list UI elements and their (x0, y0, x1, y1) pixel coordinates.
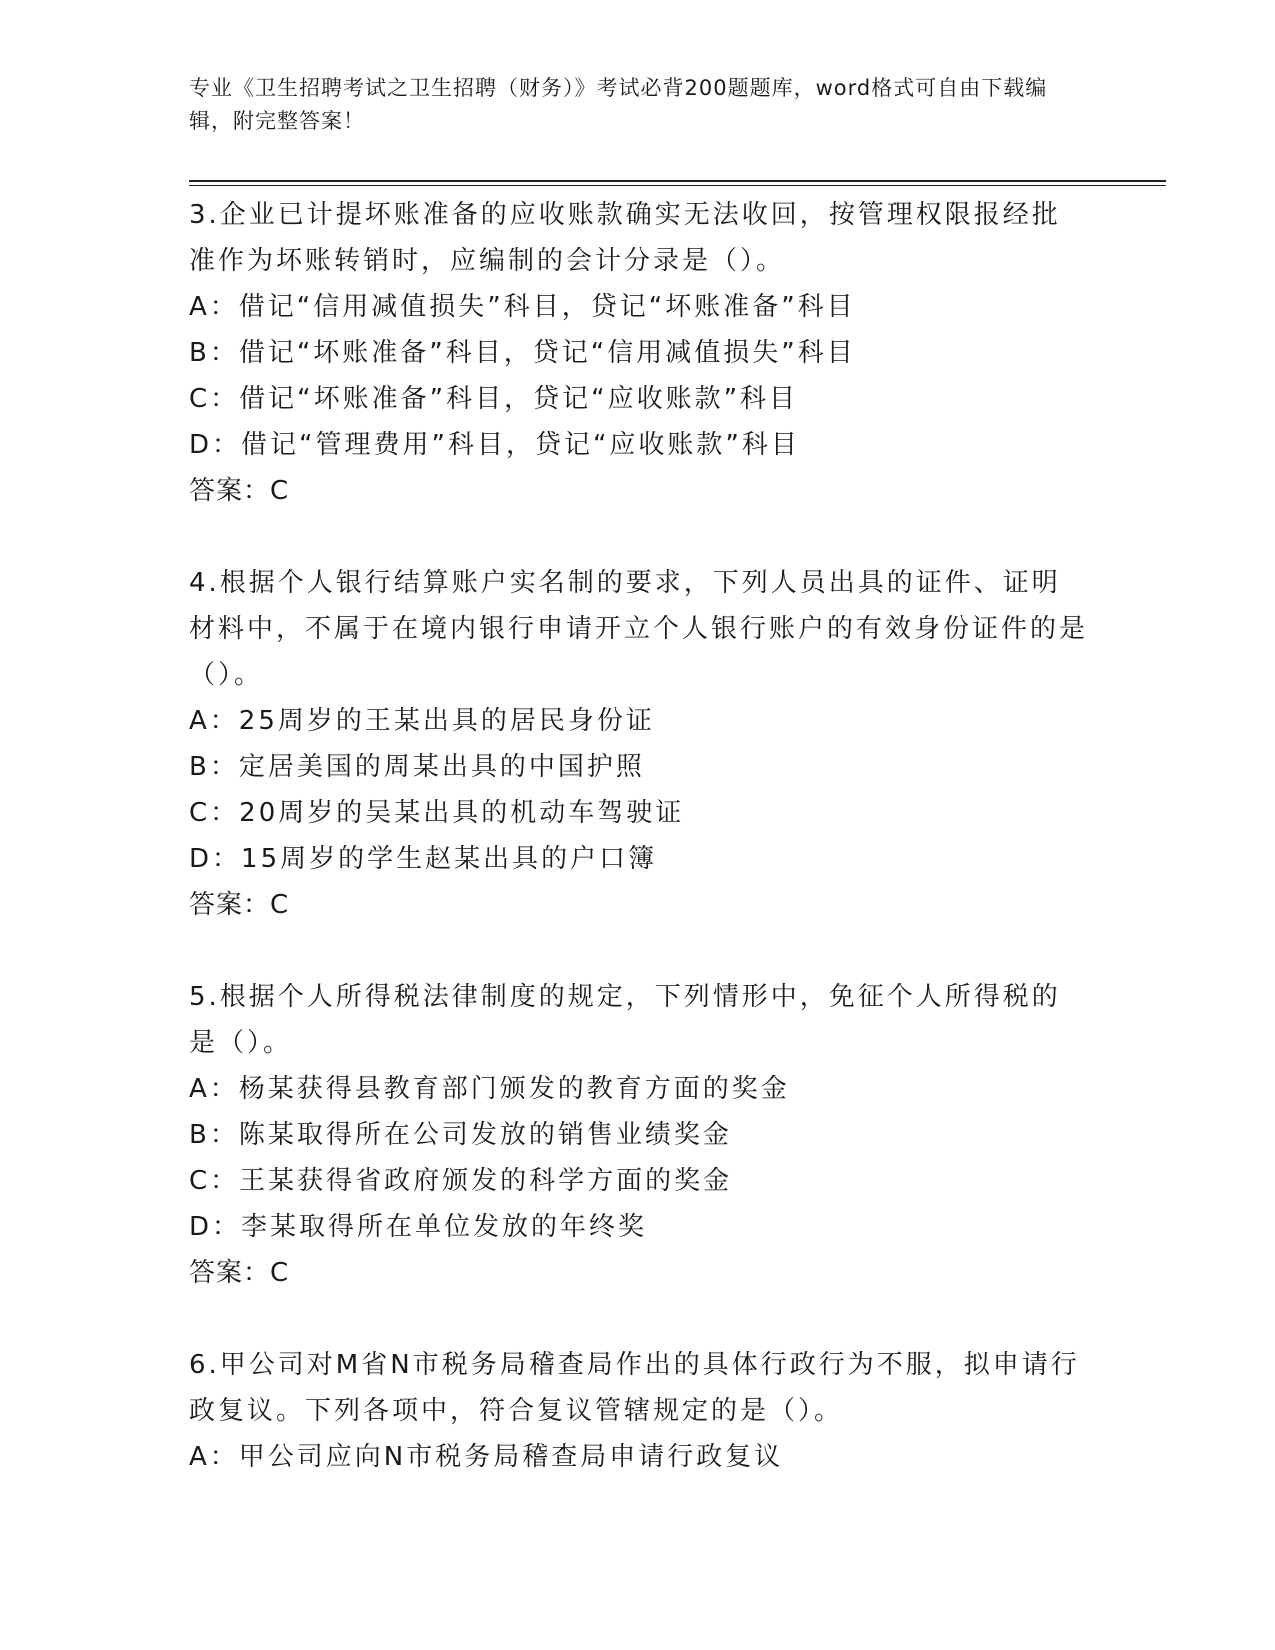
option-b: B：定居美国的周某出具的中国护照 (189, 752, 645, 782)
header-divider-thin (189, 185, 1166, 186)
option-d: D：15周岁的学生赵某出具的户口簿 (189, 844, 658, 874)
header-divider-thick (189, 180, 1166, 182)
option-c: C：王某获得省政府颁发的科学方面的奖金 (189, 1166, 733, 1196)
question-6 (189, 1342, 1089, 1480)
answer-text: 答案：C (189, 890, 290, 920)
answer-text: 答案：C (189, 476, 290, 506)
question-list (189, 192, 1089, 1526)
question-stem: 4.根据个人银行结算账户实名制的要求，下列人员出具的证件、证明材料中，不属于在境内银行申请开立个人银行账户的有效身份证件的是（）。 (189, 568, 1089, 690)
option-b: B：借记“坏账准备”科目，贷记“信用减值损失”科目 (189, 338, 856, 368)
option-d: D：借记“管理费用”科目，贷记“应收账款”科目 (189, 430, 800, 460)
question-3 (189, 192, 1089, 514)
document-header (189, 72, 1069, 138)
option-a: A：甲公司应向N市税务局稽查局申请行政复议 (189, 1442, 784, 1472)
option-b: B：陈某取得所在公司发放的销售业绩奖金 (189, 1120, 732, 1150)
option-a: A：25周岁的王某出具的居民身份证 (189, 706, 655, 736)
question-stem: 6.甲公司对M省N市税务局稽查局作出的具体行政行为不服，拟申请行政复议。下列各项中，符合复议管辖规定的是（）。 (189, 1350, 1080, 1426)
option-c: C：借记“坏账准备”科目，贷记“应收账款”科目 (189, 384, 799, 414)
question-5 (189, 974, 1089, 1296)
answer-text: 答案：C (189, 1258, 290, 1288)
question-4 (189, 560, 1089, 928)
header-title: 专业《卫生招聘考试之卫生招聘（财务）》考试必背200题题库，word格式可自由下载编辑，附完整答案！ (189, 76, 1048, 133)
option-a: A：借记“信用减值损失”科目，贷记“坏账准备”科目 (189, 292, 856, 322)
option-a: A：杨某获得县教育部门颁发的教育方面的奖金 (189, 1074, 790, 1104)
option-c: C：20周岁的吴某出具的机动车驾驶证 (189, 798, 685, 828)
option-d: D：李某取得所在单位发放的年终奖 (189, 1212, 648, 1242)
question-stem: 3.企业已计提坏账准备的应收账款确实无法收回，按管理权限报经批准作为坏账转销时，应编制的会计分录是（）。 (189, 200, 1061, 276)
question-stem: 5.根据个人所得税法律制度的规定，下列情形中，免征个人所得税的是（）。 (189, 982, 1061, 1058)
